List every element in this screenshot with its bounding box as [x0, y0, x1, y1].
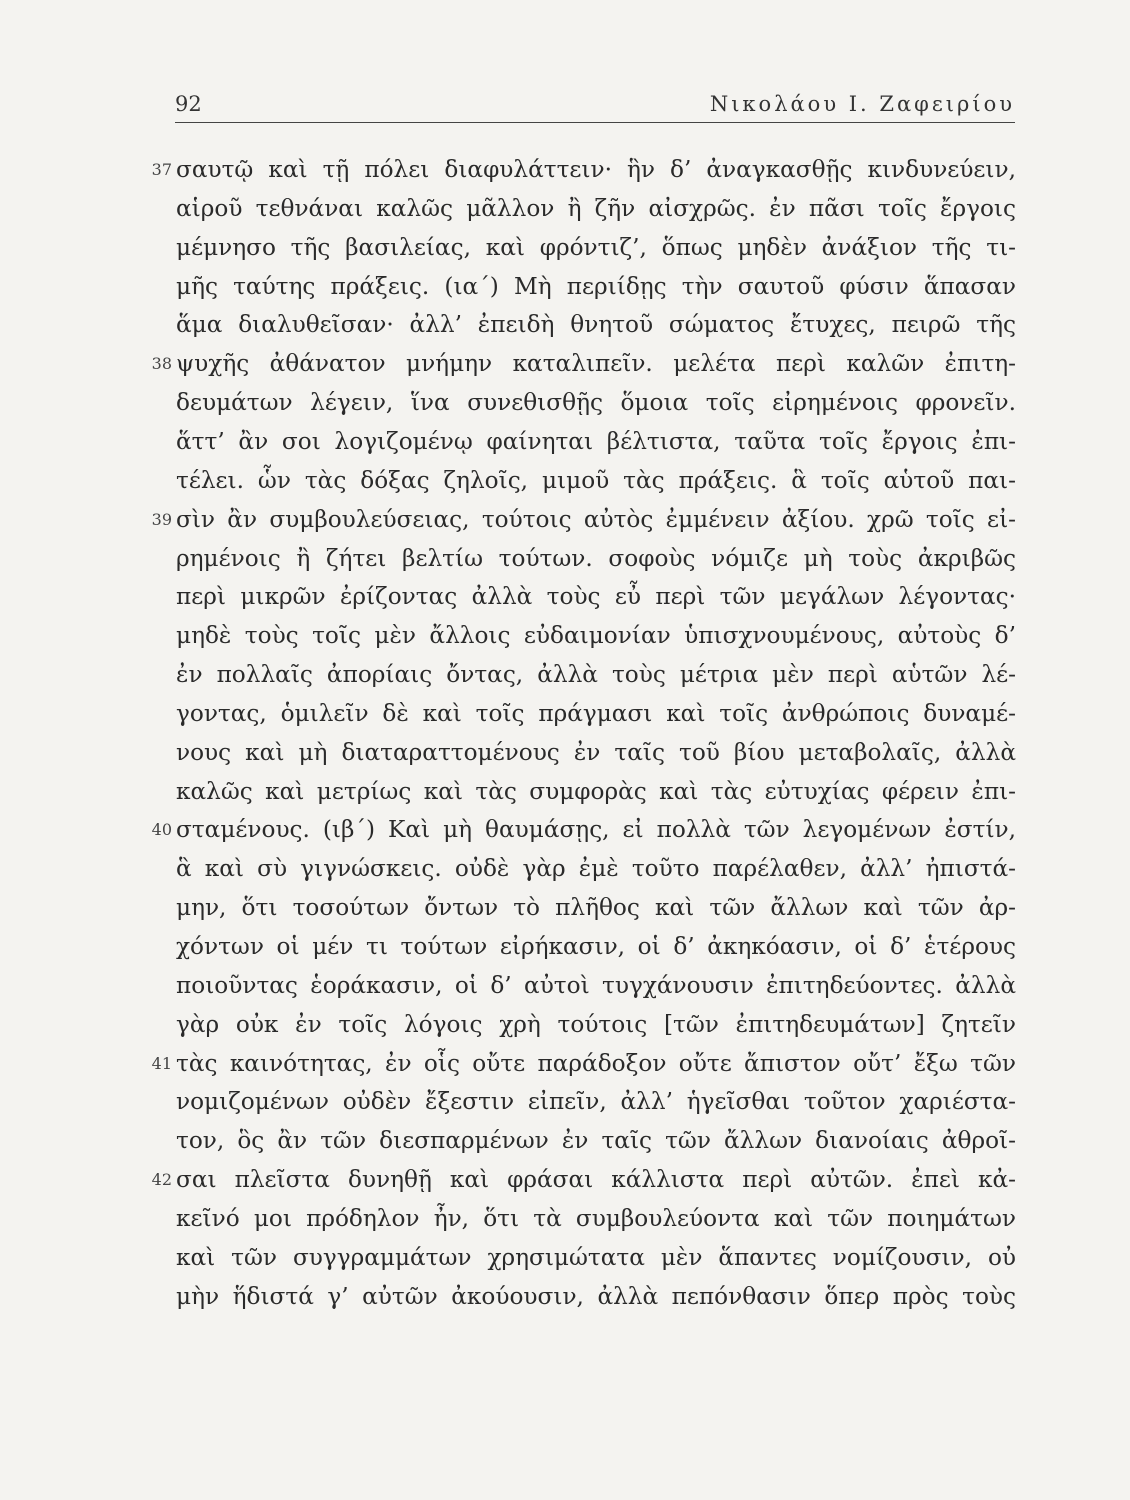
text-line: ἐν πολλαῖς ἀπορίαις ὄντας, ἀλλὰ τοὺς μέτρια μὲν περὶ αὑτῶν λέ- [176, 661, 1016, 688]
text-line: σταμένους. (ιβ΄) Καὶ μὴ θαυμάσῃς, εἰ πολλὰ τῶν λεγομένων ἐστίν, [176, 816, 1016, 843]
margin-section-number: 37 [151, 160, 172, 179]
text-line: κεῖνό μοι πρόδηλον ἦν, ὅτι τὰ συμβουλεύοντα καὶ τῶν ποιημάτων [176, 1205, 1016, 1232]
text-line: σαι πλεῖστα δυνηθῇ καὶ φράσαι κάλλιστα περὶ αὐτῶν. ἐπεὶ κἀ- [176, 1166, 1016, 1193]
text-line: δευμάτων λέγειν, ἵνα συνεθισθῇς ὅμοια τοῖς εἰρημένοις φρονεῖν. [176, 389, 1016, 416]
text-line: γὰρ οὐκ ἐν τοῖς λόγοις χρὴ τούτοις [τῶν ἐπιτηδευμάτων] ζητεῖν [176, 1011, 1016, 1038]
text-line: ψυχῆς ἀθάνατον μνήμην καταλιπεῖν. μελέτα περὶ καλῶν ἐπιτη- [176, 350, 1016, 377]
text-line: ρημένοις ἢ ζήτει βελτίω τούτων. σοφοὺς νόμιζε μὴ τοὺς ἀκριβῶς [176, 545, 1016, 572]
margin-section-number: 38 [151, 354, 172, 373]
text-line: μην, ὅτι τοσούτων ὄντων τὸ πλῆθος καὶ τῶν ἄλλων καὶ τῶν ἀρ- [176, 894, 1016, 921]
running-head: Νικολάου Ι. Ζαφειρίου [709, 92, 1015, 116]
text-line: χόντων οἱ μέν τι τούτων εἰρήκασιν, οἱ δ’ ἀκηκόασιν, οἱ δ’ ἑτέρους [176, 933, 1016, 960]
text-line: νομιζομένων οὐδὲν ἔξεστιν εἰπεῖν, ἀλλ’ ἡγεῖσθαι τοῦτον χαριέστα- [176, 1088, 1016, 1115]
text-line: ἅμα διαλυθεῖσαν· ἀλλ’ ἐπειδὴ θνητοῦ σώματος ἔτυχες, πειρῶ τῆς [176, 311, 1016, 338]
text-line: περὶ μικρῶν ἐρίζοντας ἀλλὰ τοὺς εὖ περὶ τῶν μεγάλων λέγοντας· [176, 583, 1016, 610]
margin-section-number: 39 [151, 510, 172, 529]
text-line: τον, ὃς ἂν τῶν διεσπαρμένων ἐν ταῖς τῶν ἄλλων διανοίαις ἀθροῖ- [176, 1127, 1016, 1154]
text-line: ἅττ’ ἂν σοι λογιζομένῳ φαίνηται βέλτιστα, ταῦτα τοῖς ἔργοις ἐπι- [176, 428, 1016, 455]
text-line: σαυτῷ καὶ τῇ πόλει διαφυλάττειν· ἣν δ’ ἀναγκασθῇς κινδυνεύειν, [176, 156, 1016, 183]
text-line: γοντας, ὁμιλεῖν δὲ καὶ τοῖς πράγμασι καὶ τοῖς ἀνθρώποις δυναμέ- [176, 700, 1016, 727]
margin-section-number: 41 [151, 1054, 172, 1073]
page-number: 92 [175, 92, 202, 116]
text-line: καλῶς καὶ μετρίως καὶ τὰς συμφορὰς καὶ τὰς εὐτυχίας φέρειν ἐπι- [176, 778, 1016, 805]
text-line: μὴν ἥδιστά γ’ αὐτῶν ἀκούουσιν, ἀλλὰ πεπόνθασιν ὅπερ πρὸς τοὺς [176, 1283, 1016, 1310]
text-line: αἱροῦ τεθνάναι καλῶς μᾶλλον ἢ ζῆν αἰσχρῶς. ἐν πᾶσι τοῖς ἔργοις [176, 195, 1016, 222]
text-line: νους καὶ μὴ διαταραττομένους ἐν ταῖς τοῦ βίου μεταβολαῖς, ἀλλὰ [176, 739, 1016, 766]
text-line: ποιοῦντας ἑοράκασιν, οἱ δ’ αὐτοὶ τυγχάνουσιν ἐπιτηδεύοντες. ἀλλὰ [176, 972, 1016, 999]
text-line: τὰς καινότητας, ἐν οἷς οὔτε παράδοξον οὔτε ἄπιστον οὔτ’ ἔξω τῶν [176, 1050, 1016, 1077]
text-line: ἃ καὶ σὺ γιγνώσκεις. οὐδὲ γὰρ ἐμὲ τοῦτο παρέλαθεν, ἀλλ’ ἠπιστά- [176, 855, 1016, 882]
text-line: μῆς ταύτης πράξεις. (ια΄) Μὴ περιίδῃς τὴν σαυτοῦ φύσιν ἅπασαν [176, 273, 1016, 300]
text-line: μηδὲ τοὺς τοῖς μὲν ἄλλοις εὐδαιμονίαν ὑπισχνουμένους, αὐτοὺς δ’ [176, 622, 1016, 649]
text-line: καὶ τῶν συγγραμμάτων χρησιμώτατα μὲν ἅπαντες νομίζουσιν, οὐ [176, 1244, 1016, 1271]
text-line: τέλει. ὧν τὰς δόξας ζηλοῖς, μιμοῦ τὰς πράξεις. ἃ τοῖς αὑτοῦ παι- [176, 467, 1016, 494]
text-line: μέμνησο τῆς βασιλείας, καὶ φρόντιζ’, ὅπως μηδὲν ἀνάξιον τῆς τι- [176, 234, 1016, 261]
margin-section-number: 42 [151, 1170, 172, 1189]
page-header [175, 92, 1015, 123]
margin-section-number: 40 [151, 820, 172, 839]
text-line: σὶν ἂν συμβουλεύσειας, τούτοις αὐτὸς ἐμμένειν ἀξίου. χρῶ τοῖς εἰ- [176, 506, 1016, 533]
